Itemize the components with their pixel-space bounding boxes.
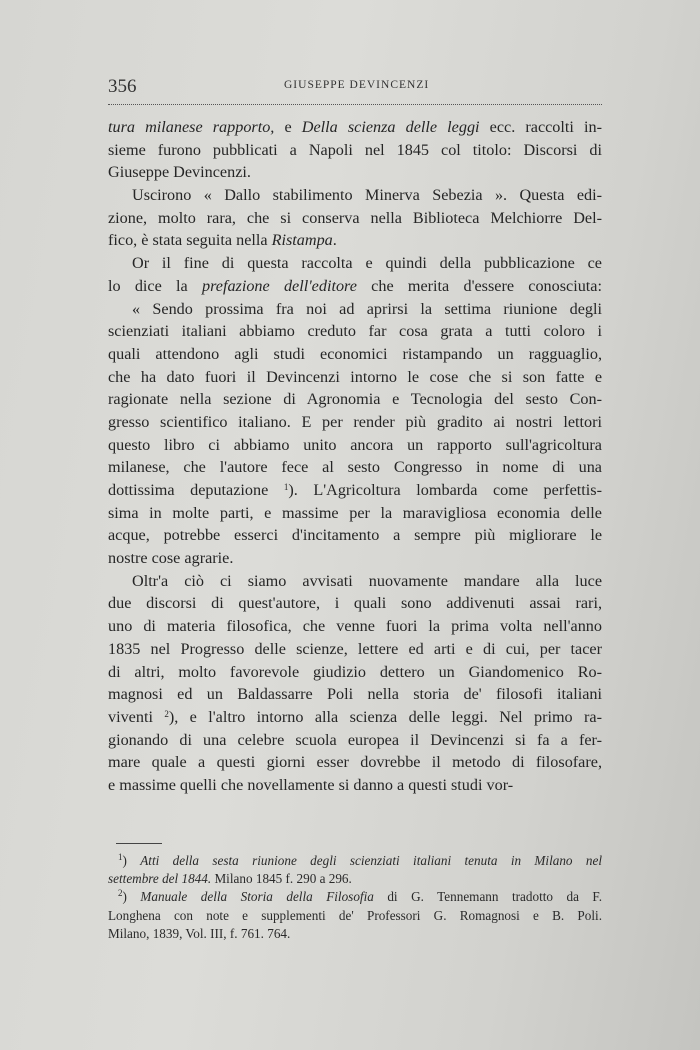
text-line xyxy=(108,388,602,411)
text-run: di G. Tennemann tradotto da F. xyxy=(373,889,602,905)
text-run: viventi xyxy=(108,707,165,726)
text-line xyxy=(108,774,602,797)
text-run: di altri, molto favorevole giudizio dettero un Giandomenico Ro- xyxy=(108,662,602,681)
text-run: lo dice la xyxy=(108,276,202,295)
text-run: ), e l'altro intorno alla scienza delle leggi. Nel primo ra- xyxy=(168,707,602,726)
footnote-line xyxy=(108,907,602,925)
footnote-separator xyxy=(116,843,162,844)
footnote-marker: 1 xyxy=(283,482,289,492)
text-run: Milano 1845 f. 290 a 296. xyxy=(211,871,352,887)
text-run: gresso scientifico italiano. E per render più gradito ai nostri lettori xyxy=(108,412,602,431)
text-line xyxy=(108,116,602,139)
text-line xyxy=(108,229,602,252)
text-line xyxy=(108,275,602,298)
text-line xyxy=(108,434,602,457)
text-line xyxy=(108,592,602,615)
text-run: zione, molto rara, che si conserva nella Biblioteca Melchiorre Del- xyxy=(108,208,602,227)
text-run: Milano, 1839, Vol. III, f. 761. 764. xyxy=(108,925,291,941)
text-line xyxy=(108,661,602,684)
text-line xyxy=(108,502,602,525)
text-run: milanese, che l'autore fece al sesto Congresso in nome di una xyxy=(108,458,602,477)
text-run: fico, è stata seguita nella xyxy=(108,231,272,250)
text-run: mare quale a questi giorni esser dovrebbe il metodo di filosofare, xyxy=(108,753,602,772)
text-run: . xyxy=(332,231,337,250)
text-run: nostre cose agrarie. xyxy=(108,549,234,568)
text-run: e massime quelli che novellamente si danno a questi studi vor- xyxy=(108,775,514,794)
text-line xyxy=(108,706,602,729)
footnote-line xyxy=(108,888,602,906)
text-run: quali attendono agli studi economici ristampando un ragguaglio, xyxy=(108,344,602,363)
text-run: che ha dato fuori il Devincenzi intorno le cose che si son fatte e xyxy=(108,367,602,386)
text-line xyxy=(108,366,602,389)
text-run: ragionate nella sezione di Agronomia e Tecnologia del sesto Con- xyxy=(108,390,602,409)
text-line xyxy=(108,252,602,275)
text-line xyxy=(108,751,602,774)
footnote-line xyxy=(108,870,602,888)
text-run: ) xyxy=(122,889,141,905)
text-run: che merita d'essere conosciuta: xyxy=(356,276,602,295)
italic-run: prefazione dell'editore xyxy=(201,276,357,295)
text-run: 1835 nel Progresso delle scienze, lettere ed arti e di cui, per tacer xyxy=(108,639,602,658)
italic-run: tura milanese rapporto, xyxy=(108,118,275,136)
italic-run: Della scienza delle leggi xyxy=(301,118,480,136)
text-line xyxy=(108,615,602,638)
text-run: ecc. raccolti in- xyxy=(479,118,602,136)
footnotes xyxy=(108,852,602,943)
footnote-number: 2 xyxy=(118,888,123,899)
text-line xyxy=(108,207,602,230)
text-run: due discorsi di quest'autore, i quali sono addivenuti assai rari, xyxy=(108,594,602,613)
text-run: magnosi ed un Baldassarre Poli nella storia de' filosofi italiani xyxy=(108,685,602,704)
header-rule xyxy=(108,104,602,105)
text-run: dottissima deputazione xyxy=(108,481,284,499)
text-run: sima in molte parti, e massime per la maravigliosa economia delle xyxy=(108,503,602,522)
italic-run: Atti della sesta riunione degli scienziati italiani tenuta in Milano nel xyxy=(140,853,602,868)
body-text xyxy=(108,116,602,797)
text-run: Or il fine di questa raccolta e quindi della pubblicazione ce xyxy=(132,254,602,273)
running-title: GIUSEPPE DEVINCENZI xyxy=(284,79,430,91)
text-run: ). L'Agricoltura lombarda come perfettis- xyxy=(288,481,602,499)
footnote-line xyxy=(108,852,602,870)
text-run: sieme furono pubblicati a Napoli nel 1845 col titolo: Discorsi di xyxy=(108,140,602,159)
text-line xyxy=(108,638,602,661)
text-run: acque, potrebbe esserci d'incitamento a sempre più migliorare le xyxy=(108,526,602,545)
italic-run: Ristampa xyxy=(271,231,333,250)
text-line xyxy=(108,456,602,479)
text-line xyxy=(108,683,602,706)
text-line xyxy=(108,570,602,593)
italic-run: settembre del 1844. xyxy=(108,871,212,887)
text-line xyxy=(108,547,602,570)
text-run: questo libro ci abbiamo unito ancora un rapporto sull'agricoltura xyxy=(108,435,602,454)
text-run: ) xyxy=(122,853,141,868)
text-line xyxy=(108,479,602,502)
text-run: Uscirono « Dallo stabilimento Minerva Sebezia ». Questa edi- xyxy=(132,186,602,205)
text-run: scienziati italiani abbiamo creduto far cosa grata a tutti coloro i xyxy=(108,322,602,341)
text-run: gionando di una celebre scuola europea il Devincenzi si fa a fer- xyxy=(108,730,602,749)
text-line xyxy=(108,139,602,162)
text-line xyxy=(108,729,602,752)
text-line xyxy=(108,184,602,207)
text-run: e xyxy=(274,118,302,136)
page-header xyxy=(108,76,602,98)
text-run: uno di materia filosofica, che venne fuori la prima volta nell'anno xyxy=(108,617,602,636)
page-number: 356 xyxy=(108,76,137,97)
text-run: « Sendo prossima fra noi ad aprirsi la settima riunione degli xyxy=(132,299,602,318)
footnote-line xyxy=(108,925,602,943)
text-run: Giuseppe Devincenzi. xyxy=(108,163,251,182)
text-line xyxy=(108,320,602,343)
text-line xyxy=(108,298,602,321)
text-line xyxy=(108,161,602,184)
text-run: Longhena con note e supplementi de' Professori G. Romagnosi e B. Poli. xyxy=(108,907,602,923)
text-line xyxy=(108,343,602,366)
footnote-number: 1 xyxy=(118,852,123,862)
footnote-marker: 2 xyxy=(164,708,169,719)
text-line xyxy=(108,524,602,547)
text-run: Oltr'a ciò ci siamo avvisati nuovamente mandare alla luce xyxy=(132,571,602,590)
text-line xyxy=(108,411,602,434)
italic-run: Manuale della Storia della Filosofia xyxy=(140,889,374,905)
